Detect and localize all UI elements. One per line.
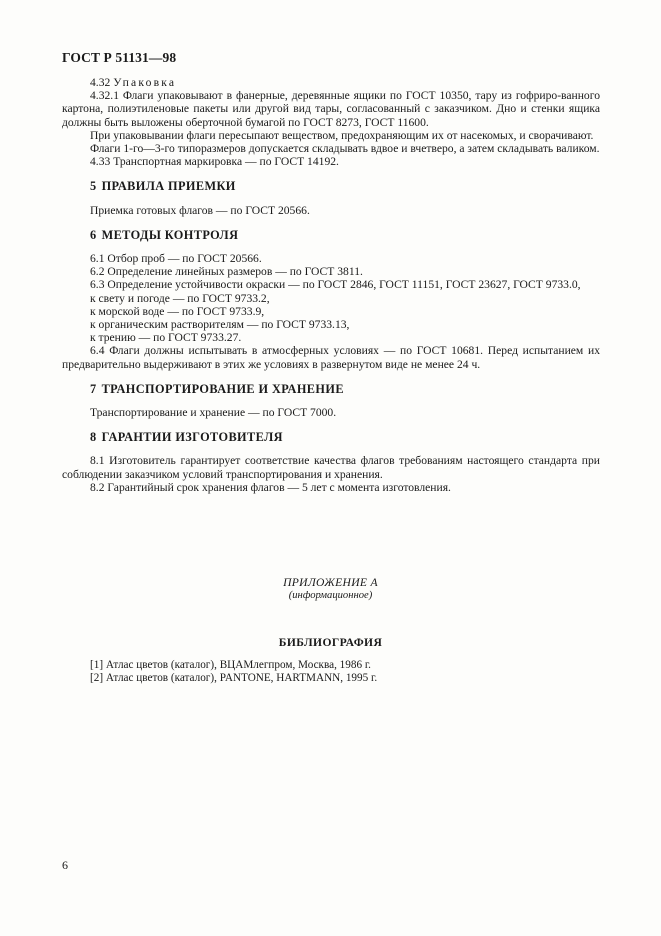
section-6-item: к органическим растворителям — по ГОСТ 9733.13, (90, 318, 350, 332)
document-body (62, 76, 600, 494)
paragraph-8-2: 8.2 Гарантийный срок хранения флагов — 5 лет с момента изготовления. (90, 480, 451, 494)
section-7-text: Транспортирование и хранение — по ГОСТ 7000. (90, 406, 337, 420)
section-6-title: МЕТОДЫ КОНТРОЛЯ (101, 227, 239, 242)
bibliography-list (90, 659, 610, 685)
section-8-title: ГАРАНТИИ ИЗГОТОВИТЕЛЯ (101, 430, 283, 445)
section-7-heading (90, 383, 600, 396)
section-7-title: ТРАНСПОРТИРОВАНИЕ И ХРАНЕНИЕ (101, 381, 344, 396)
section-8-number: 8 (90, 430, 97, 445)
section-5-title: ПРАВИЛА ПРИЕМКИ (101, 179, 236, 194)
section-6-item: к морской воде — по ГОСТ 9733.9, (90, 304, 265, 318)
section-6-number: 6 (90, 227, 97, 242)
section-8-heading (90, 431, 600, 444)
document-header: ГОСТ Р 51131—98 (62, 50, 177, 65)
paragraph-6-4: 6.4 Флаги должны испытывать в атмосферных условиях — по ГОСТ 10681. Перед испытанием их предварительно выдерживают в этих же условиях в развернутом виде не менее 24 ч. (62, 344, 600, 371)
section-6-item: к свету и погоде — по ГОСТ 9733.2, (90, 291, 270, 305)
paragraph-packing-insects: При упаковывании флаги пересыпают веществом, предохраняющим их от насекомых, и сворачивают. (90, 128, 594, 142)
packing-heading (62, 76, 600, 89)
section-5-text: Приемка готовых флагов — по ГОСТ 20566. (90, 203, 310, 217)
section-5-heading (90, 180, 600, 193)
appendix-subtitle: (информационное) (288, 590, 373, 601)
page-number: 6 (62, 858, 68, 872)
paragraph-folding: Флаги 1-го—3-го типоразмеров допускается складывать вдвое и вчетверо, а затем складывать валиком. (90, 142, 600, 156)
bibliography-item: [2] Атлас цветов (каталог), PANTONE, HARTMANN, 1995 г. (90, 672, 378, 685)
packing-heading-number: 4.32 (90, 76, 111, 89)
section-6-item: 6.2 Определение линейных размеров — по ГОСТ 3811. (90, 265, 363, 279)
bibliography-item: [1] Атлас цветов (каталог), ВЦАМлегпром, Москва, 1986 г. (90, 659, 371, 671)
appendix-heading (0, 576, 661, 602)
bibliography-title: БИБЛИОГРАФИЯ (278, 636, 383, 649)
section-6-item: 6.3 Определение устойчивости окраски — по ГОСТ 2846, ГОСТ 11151, ГОСТ 23627, ГОСТ 9733.0, (90, 278, 581, 292)
paragraph-8-1: 8.1 Изготовитель гарантирует соответствие качества флагов требованиям настоящего стандарта при соблюдении заказчиком условий транспортирования и хранения. (62, 454, 600, 481)
appendix-title: ПРИЛОЖЕНИЕ А (283, 576, 378, 589)
section-5-number: 5 (90, 179, 97, 194)
section-6-heading (90, 229, 600, 242)
packing-heading-title: Упаковка (113, 76, 177, 89)
section-7-number: 7 (90, 381, 97, 396)
paragraph-4-33: 4.33 Транспортная маркировка — по ГОСТ 14192. (90, 155, 339, 169)
section-6-item: к трению — по ГОСТ 9733.27. (90, 331, 242, 345)
paragraph-4-32-1: 4.32.1 Флаги упаковывают в фанерные, деревянные ящики по ГОСТ 10350, тару из гофриро-ванного картона, полиэтиленовые пакеты или другой вид тары, согласованный с заказчиком. Дно и стенки ящика должны быть выложены оберточной бумагой по ГОСТ 8273, ГОСТ 11600. (62, 89, 600, 129)
section-6-item: 6.1 Отбор проб — по ГОСТ 20566. (90, 252, 262, 266)
